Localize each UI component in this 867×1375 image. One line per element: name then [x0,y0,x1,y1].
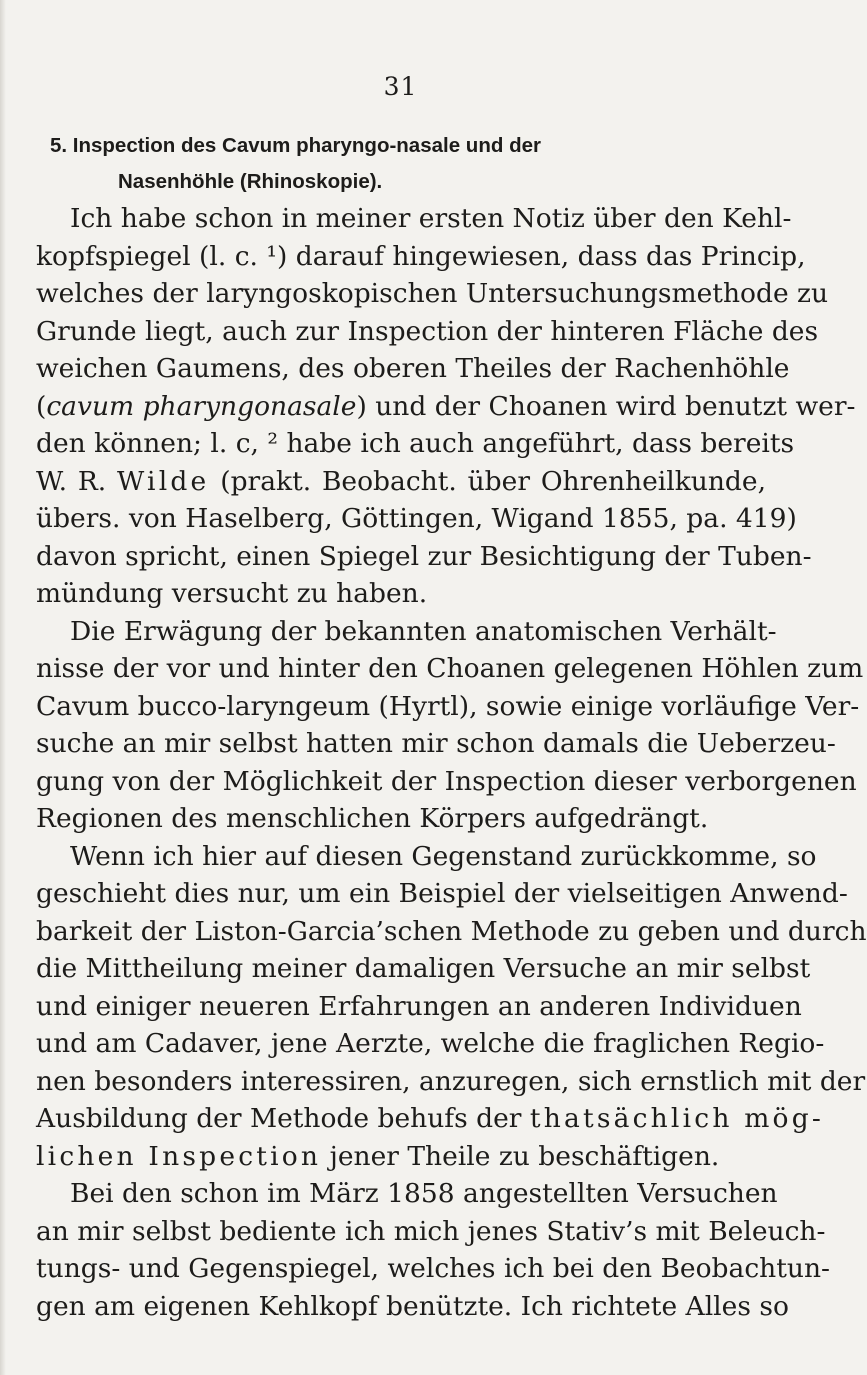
text-fragment: ) und der Choanen wird benutzt wer- [356,390,856,422]
text-line [36,1138,766,1176]
paragraph-2 [36,613,864,838]
text-line: übers. von Haselberg, Göttingen, Wigand 1855, pa. 419) [36,503,797,534]
text-line: Wenn ich hier auf diesen Gegenstand zurückkomme, so [70,840,817,872]
text-line: den können; l. c, ² habe ich auch angeführt, dass bereits [36,428,795,459]
text-line [36,463,766,501]
text-fragment: Ausbildung der Methode behufs der [36,1103,530,1134]
text-line: an mir selbst bediente ich mich jenes Stativ’s mit Beleuch- [36,1215,826,1247]
text-line: weichen Gaumens, des oberen Theiles der Rachenhöhle [36,353,790,384]
text-line: gen am eigenen Kehlkopf benützte. Ich richtete Alles so [36,1290,789,1322]
text-line: davon spricht, einen Spiegel zur Besichtigung der Tuben- [36,540,812,572]
text-line: nen besonders interessiren, anzuregen, sich ernstlich mit der [36,1065,866,1097]
spaced-emphasis: thatsächlich mög- [529,1103,825,1134]
text-line: die Mittheilung meiner damaligen Versuche an mir selbst [36,953,811,984]
text-line: und am Cadaver, jene Aerzte, welche die fraglichen Regio- [36,1028,825,1059]
section-heading [36,128,766,200]
section-heading-line-2: Nasenhöhle (Rhinoskopie). [118,170,383,193]
text-fragment: jener Theile zu beschäftigen. [321,1140,720,1172]
text-line [36,388,856,426]
text-line: Cavum bucco-laryngeum (Hyrtl), sowie einige vorläufige Ver- [36,690,860,722]
text-line: Bei den schon im März 1858 angestellten Versuchen [70,1178,778,1209]
text-line: geschieht dies nur, um ein Beispiel der vielseitigen Anwend- [36,878,848,909]
text-line: Grunde liegt, auch zur Inspection der hinteren Fläche des [36,315,819,347]
text-line: mündung versucht zu haben. [36,578,428,609]
spaced-name: Wilde [117,465,210,497]
paragraph-1 [36,200,856,613]
text-line: suche an mir selbst hatten mir schon damals die Ueberzeu- [36,728,836,759]
paragraph-3 [36,838,867,1176]
text-fragment: W. R. [36,465,118,497]
latin-term: cavum pharyngonasale [46,390,357,422]
text-line: und einiger neueren Erfahrungen an anderen Individuen [36,990,802,1022]
paragraph-4 [36,1175,830,1325]
text-line: barkeit der Liston-Garcia’schen Methode zu geben und durch [36,915,867,947]
text-line: Die Erwägung der bekannten anatomischen Verhält- [70,615,777,647]
text-line: Regionen des menschlichen Körpers aufgedrängt. [36,803,709,834]
section-heading-line-1: 5. Inspection des Cavum pharyngo-nasale und der [50,134,541,157]
text-line: gung von der Möglichkeit der Inspection dieser verborgenen [36,765,857,797]
text-line [36,1100,825,1138]
text-line: welches der laryngoskopischen Untersuchungsmethode zu [36,278,829,309]
text-fragment: (prakt. Beobacht. über Ohrenheilkunde, [209,465,766,497]
text-line: kopfspiegel (l. c. ¹) darauf hingewiesen, dass das Princip, [36,240,806,272]
text-fragment: ( [36,390,47,422]
page-number: 31 [383,72,418,101]
page-edge-shadow [0,0,6,1375]
text-line: Ich habe schon in meiner ersten Notiz über den Kehl- [70,203,792,234]
text-line: tungs- und Gegenspiegel, welches ich bei den Beobachtun- [36,1253,830,1284]
spaced-emphasis: lichen Inspection [36,1140,322,1172]
text-block [36,128,867,1325]
text-line: nisse der vor und hinter den Choanen gelegenen Höhlen zum [36,653,864,684]
